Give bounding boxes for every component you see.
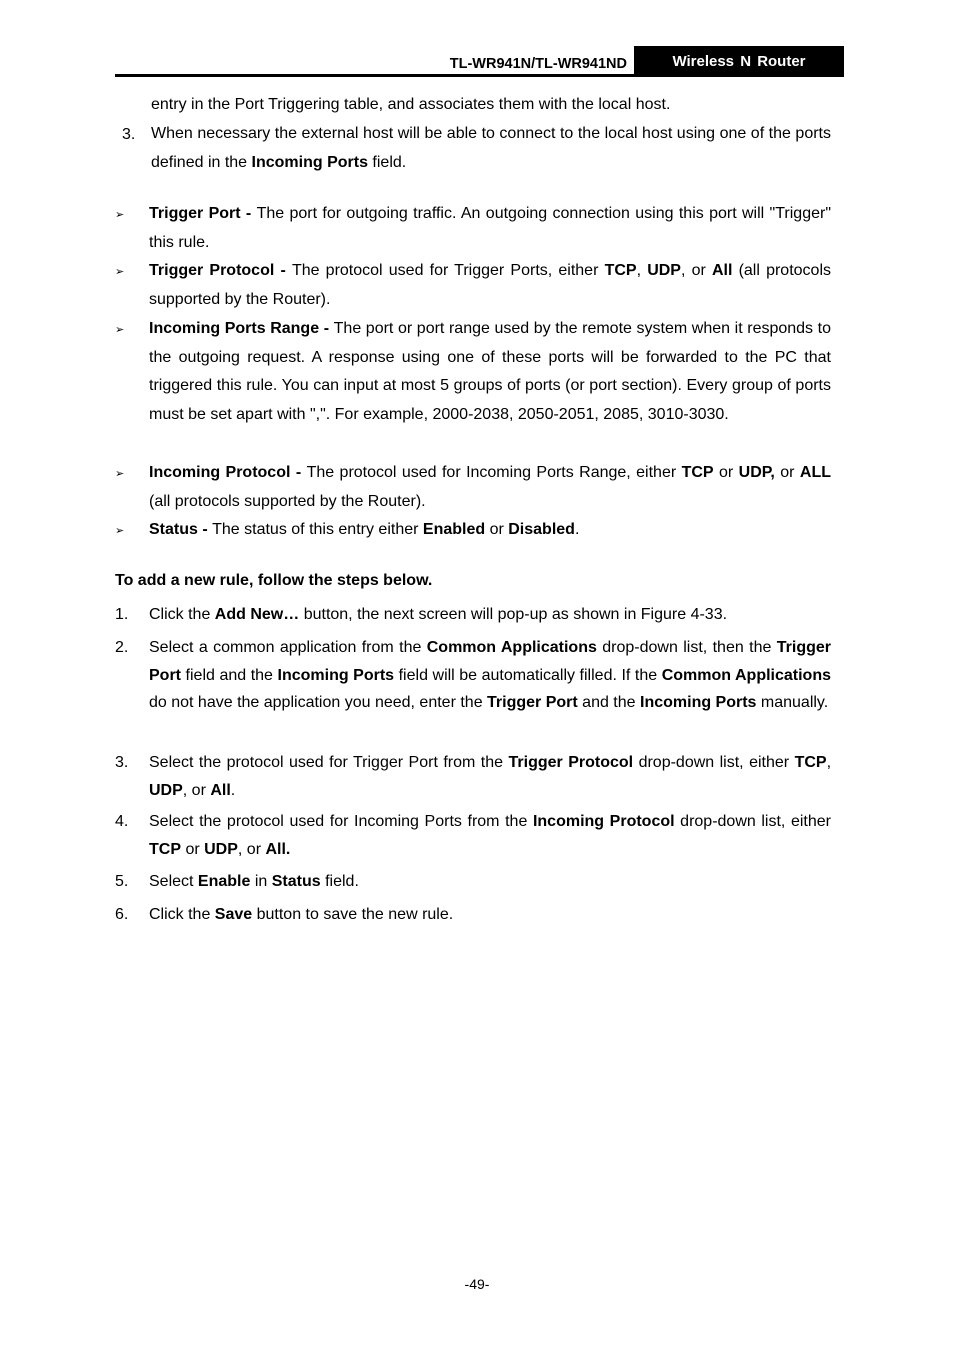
- definition-trigger-protocol: Trigger Protocol - The protocol used for Trigger Ports, either TCP, UDP, or All (all protocols supported by the Router).: [149, 262, 832, 308]
- bold-term: Incoming Protocol: [532, 813, 675, 830]
- bold-term: Incoming Ports: [640, 694, 757, 711]
- definition-status: Status - The status of this entry either Enabled or Disabled.: [149, 521, 580, 538]
- bold-term: Common Applications: [661, 666, 831, 684]
- step-number: 6.: [115, 906, 129, 923]
- definition-trigger-port: Trigger Port - The port for outgoing traffic. An outgoing connection using this port will "Trigger" this rule.: [149, 205, 832, 251]
- step-3: Select the protocol used for Trigger Port from the Trigger Protocol drop-down list, either TCP, UDP, or All.: [149, 754, 832, 799]
- bold-term: All: [711, 262, 733, 279]
- bold-term: All.: [265, 840, 291, 858]
- bullet-icon: ➢: [115, 468, 125, 480]
- bold-term: Trigger Port: [149, 639, 831, 684]
- bold-term: Incoming Ports: [277, 666, 395, 684]
- step-6: Click the Save button to save the new rule.: [149, 906, 454, 923]
- step-5: Select Enable in Status field.: [149, 873, 359, 890]
- bold-term: Disabled: [508, 521, 575, 538]
- bold-term: Save: [214, 906, 253, 923]
- bold-term: Trigger Protocol: [508, 754, 634, 771]
- steps-heading: To add a new rule, follow the steps below.: [115, 572, 433, 589]
- step-number: 4.: [115, 813, 129, 830]
- bold-term: TCP: [604, 262, 637, 279]
- definition-incoming-protocol: Incoming Protocol - The protocol used for Incoming Ports Range, either TCP or UDP, or ALL (all protocols supported by the Router).: [149, 464, 831, 510]
- step-number: 1.: [115, 606, 129, 623]
- bold-term: Common Applications: [426, 639, 597, 656]
- bold-term: TCP: [794, 754, 827, 771]
- bold-term: Trigger Port -: [149, 205, 257, 222]
- bold-term: UDP: [204, 840, 238, 858]
- bullet-icon: ➢: [115, 266, 125, 278]
- bold-term: Trigger Protocol -: [149, 262, 292, 279]
- step-2: Select a common application from the Common Applications drop-down list, then the Trigger Port field and the Incoming Ports field will be automatically filled. If the Common Applications do not have the application you need, enter the Trigger Port and the Incoming Ports manually.: [149, 639, 831, 711]
- bold-term: UDP: [647, 262, 681, 279]
- bullet-icon: ➢: [115, 525, 125, 537]
- bold-term: Add New…: [214, 606, 300, 623]
- bold-term: Incoming Ports Range -: [149, 320, 334, 337]
- bold-term: UDP,: [738, 464, 775, 481]
- intro-continued-text: entry in the Port Triggering table, and associates them with the local host.: [151, 96, 671, 113]
- header-model-name: TL-WR941N/TL-WR941ND: [449, 56, 627, 72]
- bold-term: Status -: [149, 521, 213, 538]
- bold-term: Trigger Port: [487, 694, 578, 711]
- bold-term: Status: [271, 873, 321, 890]
- step-number: 5.: [115, 873, 129, 890]
- step-number: 3.: [115, 754, 129, 771]
- bold-term: UDP: [149, 781, 183, 799]
- definition-incoming-ports-range: Incoming Ports Range - The port or port range used by the remote system when it responds to the outgoing request. A response using one of these ports will be forwarded to the PC that triggered this rule. You can input at most 5 groups of ports (or port section). Every group of ports must be set apart with ",". For example, 2000-2038, 2050-2051, 2085, 3010-3030.: [149, 320, 832, 423]
- bullet-icon: ➢: [115, 324, 125, 336]
- step-number: 2.: [115, 639, 129, 656]
- bold-term: TCP: [681, 464, 714, 481]
- bold-term: All: [210, 781, 231, 799]
- bold-term: Incoming Ports: [251, 153, 368, 171]
- bold-term: Enable: [197, 873, 251, 890]
- header-divider: [115, 74, 844, 77]
- bold-term: ALL: [799, 464, 831, 481]
- intro-item-3: When necessary the external host will be able to connect to the local host using one of the ports defined in the Incoming Ports field.: [151, 125, 831, 171]
- bold-term: TCP: [149, 840, 181, 858]
- bold-term: Incoming Protocol -: [149, 464, 307, 481]
- step-1: Click the Add New… button, the next screen will pop-up as shown in Figure 4-33.: [149, 606, 728, 623]
- intro-item-number: 3.: [122, 126, 136, 143]
- bold-term: Enabled: [422, 521, 486, 538]
- step-4: Select the protocol used for Incoming Ports from the Incoming Protocol drop-down list, either TCP or UDP, or All.: [149, 813, 831, 858]
- page-number: -49-: [464, 1276, 490, 1292]
- bullet-icon: ➢: [115, 209, 125, 221]
- header-product-badge: Wireless N Router: [634, 46, 844, 77]
